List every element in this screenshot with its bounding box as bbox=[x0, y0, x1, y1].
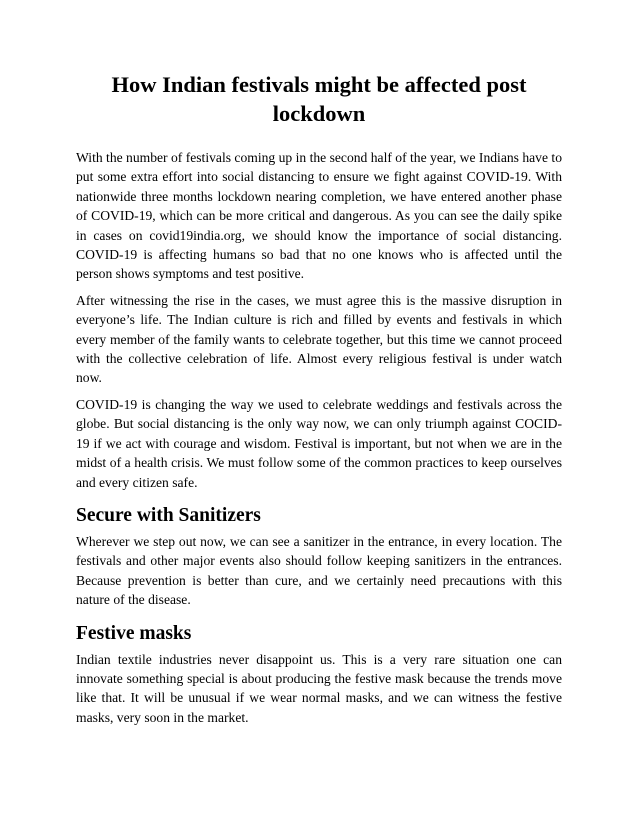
section-body-sanitizers: Wherever we step out now, we can see a sanitizer in the entrance, in every location. The festivals and other major events also should follow keeping sanitizers in the entrances. Because prevention is better than cure, and we certainly need precautions with this nature of the disease. bbox=[76, 533, 562, 608]
section-heading-sanitizers: Secure with Sanitizers bbox=[76, 504, 261, 526]
intro-paragraph-2: After witnessing the rise in the cases, we must agree this is the massive disruption in everyone’s life. The Indian culture is rich and filled by events and festivals in which every member of the family wants to celebrate together, but this time we cannot proceed with the collective celebration of life. Almost every religious festival is under watch now. bbox=[76, 292, 562, 386]
document-page bbox=[76, 70, 562, 734]
document-title: How Indian festivals might be affected post lockdown bbox=[111, 72, 527, 126]
section-heading-festive-masks: Festive masks bbox=[76, 622, 192, 644]
intro-paragraph-3: COVID-19 is changing the way we used to celebrate weddings and festivals across the globe. But social distancing is the only way now, we can only triumph against COCID-19 if we act with courage and wisdom. Festival is important, but not when we are in the midst of a health crisis. We must follow some of the common practices to keep ourselves and every citizen safe. bbox=[76, 396, 562, 490]
section-body-festive-masks: Indian textile industries never disappoint us. This is a very rare situation one can innovate something special is about producing the festive mask because the trends move like that. It will be unusual if we wear normal masks, and we can witness the festive masks, very soon in the market. bbox=[76, 651, 562, 725]
intro-paragraph-1: With the number of festivals coming up in the second half of the year, we Indians have to put some extra effort into social distancing to ensure we fight against COVID-19. With nationwide three months lockdown nearing completion, we have entered another phase of COVID-19, which can be more critical and dangerous. As you can see the daily spike in cases on covid19india.org, we should know the importance of social distancing. COVID-19 is affecting humans so bad that no one knows who is affected until the person shows symptoms and test positive. bbox=[76, 150, 562, 282]
